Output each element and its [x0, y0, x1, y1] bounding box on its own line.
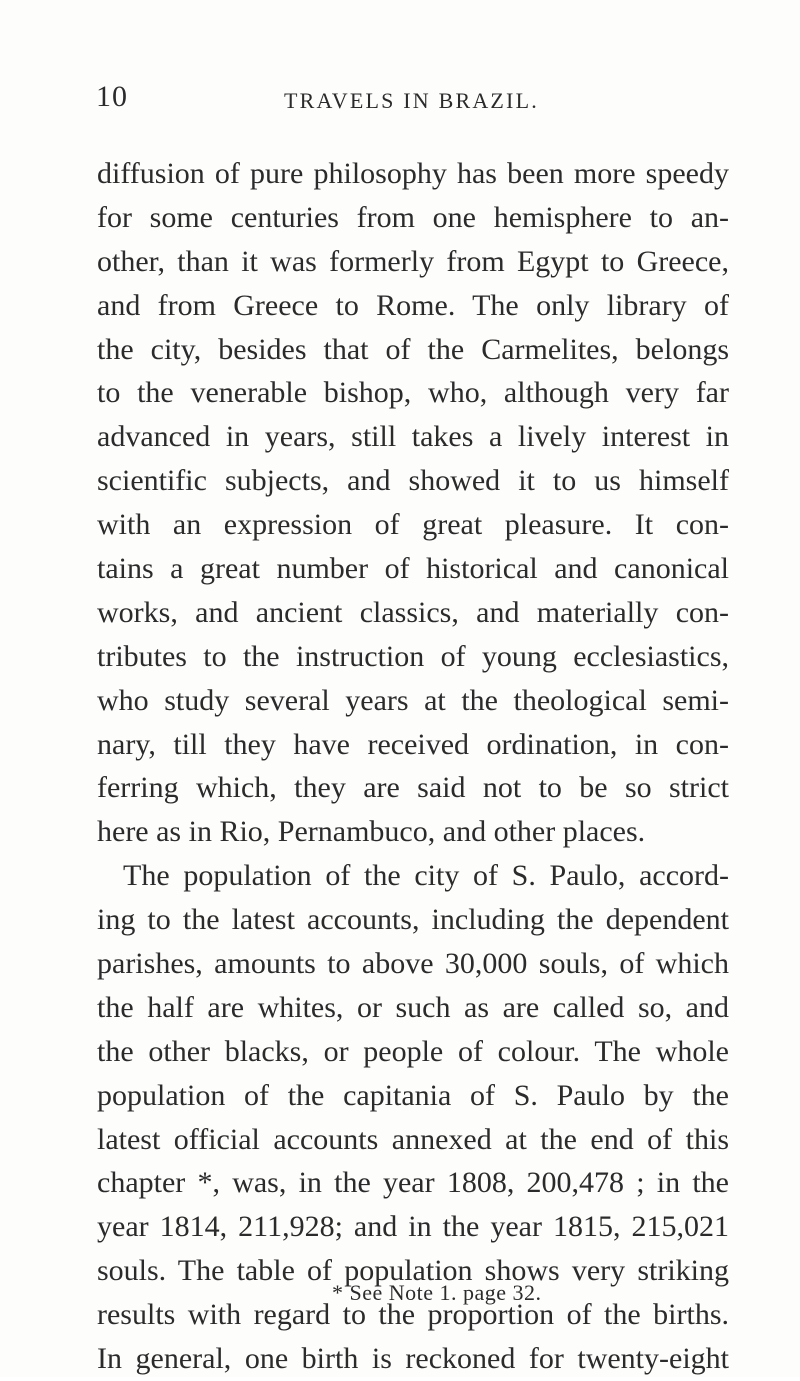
text-line: the city, besides that of the Carmelites, belongs [97, 332, 729, 366]
text-line: The population of the city of S. Paulo, accord- [123, 859, 729, 893]
text-line: results with regard to the proportion of the births. [97, 1298, 729, 1332]
text-line: souls. The table of population shows very striking [97, 1254, 729, 1288]
text-line: diffusion of pure philosophy has been more speedy [97, 157, 729, 190]
body-text [97, 152, 729, 1381]
text-line: with an expression of great pleasure. It con- [97, 508, 729, 542]
text-line: ferring which, they are said not to be so strict [97, 771, 729, 805]
page-number: 10 [96, 80, 128, 113]
text-line: In general, one birth is reckoned for twenty-eight [97, 1342, 729, 1376]
text-line: nary, till they have received ordination, in con- [97, 727, 729, 761]
text-line: chapter *, was, in the year 1808, 200,478 ; in the [97, 1166, 729, 1200]
text-line: advanced in years, still takes a lively interest in [97, 420, 729, 454]
text-line: the half are whites, or such as are called so, and [97, 990, 729, 1024]
text-line: the other blacks, or people of colour. The whole [97, 1034, 729, 1068]
text-line: scientific subjects, and showed it to us himself [97, 464, 729, 498]
text-line: here as in Rio, Pernambuco, and other places. [97, 815, 646, 849]
text-line: latest official accounts annexed at the end of this [97, 1122, 729, 1156]
text-line: population of the capitania of S. Paulo by the [97, 1078, 729, 1112]
text-line: works, and ancient classics, and materially con- [97, 595, 729, 629]
text-line: and from Greece to Rome. The only library of [97, 288, 729, 322]
text-line: parishes, amounts to above 30,000 souls, of which [97, 947, 729, 981]
text-line: to the venerable bishop, who, although very far [97, 376, 729, 410]
text-line: for some centuries from one hemisphere to an- [97, 200, 729, 234]
text-line: year 1814, 211,928; and in the year 1815, 215,021 [97, 1210, 729, 1244]
running-head: TRAVELS IN BRAZIL. [284, 88, 539, 113]
text-line: other, than it was formerly from Egypt to Greece, [97, 244, 729, 278]
footnote: * See Note 1. page 32. [332, 1280, 542, 1305]
text-line: ing to the latest accounts, including the dependent [97, 903, 729, 937]
text-line: tributes to the instruction of young ecclesiastics, [97, 639, 729, 673]
text-line: tains a great number of historical and canonical [97, 552, 729, 586]
text-line: who study several years at the theological semi- [97, 683, 729, 717]
